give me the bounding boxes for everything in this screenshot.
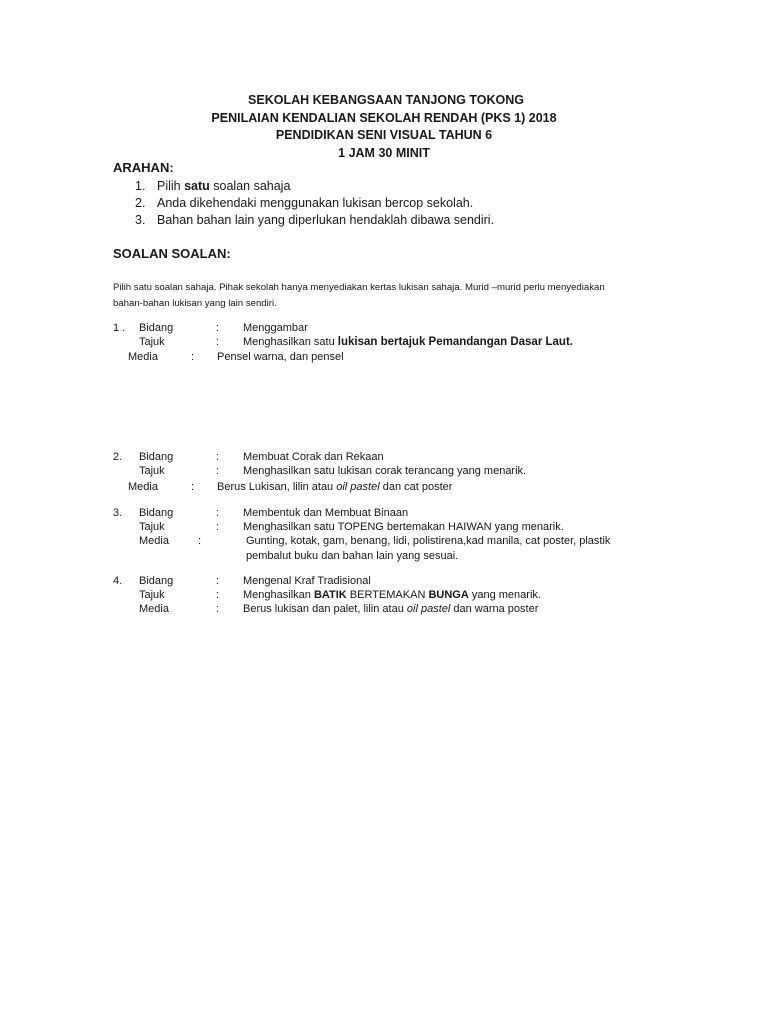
bidang-label: Bidang	[139, 575, 174, 587]
soalan-intro	[113, 280, 653, 312]
media-value: Gunting, kotak, gam, benang, lidi, polistirena,kad manila, cat poster, plastik	[246, 535, 611, 547]
question-number: 3.	[113, 507, 123, 519]
bidang-value: Menggambar	[243, 322, 308, 334]
colon: :	[216, 575, 220, 587]
intro-line: Pilih satu soalan sahaja. Pihak sekolah hanya menyediakan kertas lukisan sahaja. Murid –murid perlu menyediakan	[113, 282, 605, 293]
media-label: Media	[139, 603, 169, 615]
colon: :	[216, 322, 220, 334]
colon: :	[216, 465, 220, 477]
arahan-item-emphasis: satu	[184, 179, 210, 193]
arahan-item	[135, 212, 494, 229]
bidang-label: Bidang	[139, 507, 174, 519]
tajuk-value: Menghasilkan BATIK BERTEMAKAN BUNGA yang menarik.	[243, 589, 541, 601]
arahan-heading: ARAHAN:	[113, 160, 174, 175]
arahan-item-text: Anda dikehendaki menggunakan lukisan bercop sekolah.	[157, 196, 474, 210]
bidang-label: Bidang	[139, 322, 174, 334]
subject-title: PENDIDIKAN SENI VISUAL TAHUN 6	[275, 128, 493, 142]
bidang-label: Bidang	[139, 451, 174, 463]
media-label: Media	[139, 535, 169, 547]
arahan-item-number: 2.	[135, 196, 146, 210]
tajuk-value: Menghasilkan satu lukisan corak terancang yang menarik.	[243, 465, 527, 477]
arahan-item-text: Bahan bahan lain yang diperlukan hendaklah dibawa sendiri.	[157, 213, 495, 227]
colon: :	[216, 451, 220, 463]
arahan-item-text: soalan sahaja	[209, 179, 291, 193]
school-name: SEKOLAH KEBANGSAAN TANJONG TOKONG	[248, 93, 524, 107]
media-value: Berus lukisan dan palet, lilin atau oil pastel dan warna poster	[243, 603, 539, 615]
tajuk-label: Tajuk	[139, 521, 165, 533]
arahan-item-number: 1.	[135, 179, 146, 193]
media-value: Berus Lukisan, lilin atau oil pastel dan cat poster	[217, 481, 453, 493]
assessment-title: PENILAIAN KENDALIAN SEKOLAH RENDAH (PKS 1) 2018	[211, 110, 557, 125]
arahan-item-number: 3.	[135, 213, 146, 227]
tajuk-value: Menghasilkan satu TOPENG bertemakan HAIWAN yang menarik.	[243, 521, 564, 533]
colon: :	[216, 521, 220, 533]
intro-line: bahan-bahan lukisan yang lain sendiri.	[113, 298, 277, 309]
question-number: 2.	[113, 451, 123, 463]
colon: :	[216, 507, 220, 519]
question-number: 1 .	[113, 322, 126, 334]
colon: :	[216, 603, 220, 615]
bidang-value: Mengenal Kraf Tradisional	[243, 575, 371, 587]
media-label: Media	[128, 351, 158, 363]
media-value: Pensel warna, dan pensel	[217, 351, 344, 363]
tajuk-label: Tajuk	[139, 589, 165, 601]
tajuk-label: Tajuk	[139, 336, 165, 348]
media-label: Media	[128, 481, 158, 493]
bidang-value: Membentuk dan Membuat Binaan	[243, 507, 409, 519]
media-value-continued: pembalut buku dan bahan lain yang sesuai.	[246, 550, 459, 562]
question-number: 4.	[113, 575, 123, 587]
colon: :	[216, 589, 220, 601]
tajuk-value: Menghasilkan satu lukisan bertajuk Pemandangan Dasar Laut.	[243, 336, 573, 348]
tajuk-label: Tajuk	[139, 465, 165, 477]
colon: :	[191, 481, 195, 493]
colon: :	[216, 336, 220, 348]
document-header	[0, 92, 768, 162]
colon: :	[191, 351, 195, 363]
colon: :	[198, 535, 202, 547]
soalan-heading: SOALAN SOALAN:	[113, 246, 231, 261]
arahan-item	[135, 195, 494, 212]
arahan-item	[135, 178, 494, 195]
bidang-value: Membuat Corak dan Rekaan	[243, 451, 384, 463]
duration: 1 JAM 30 MINIT	[338, 145, 430, 160]
arahan-item-text: Pilih	[157, 179, 185, 193]
arahan-list	[135, 178, 494, 229]
